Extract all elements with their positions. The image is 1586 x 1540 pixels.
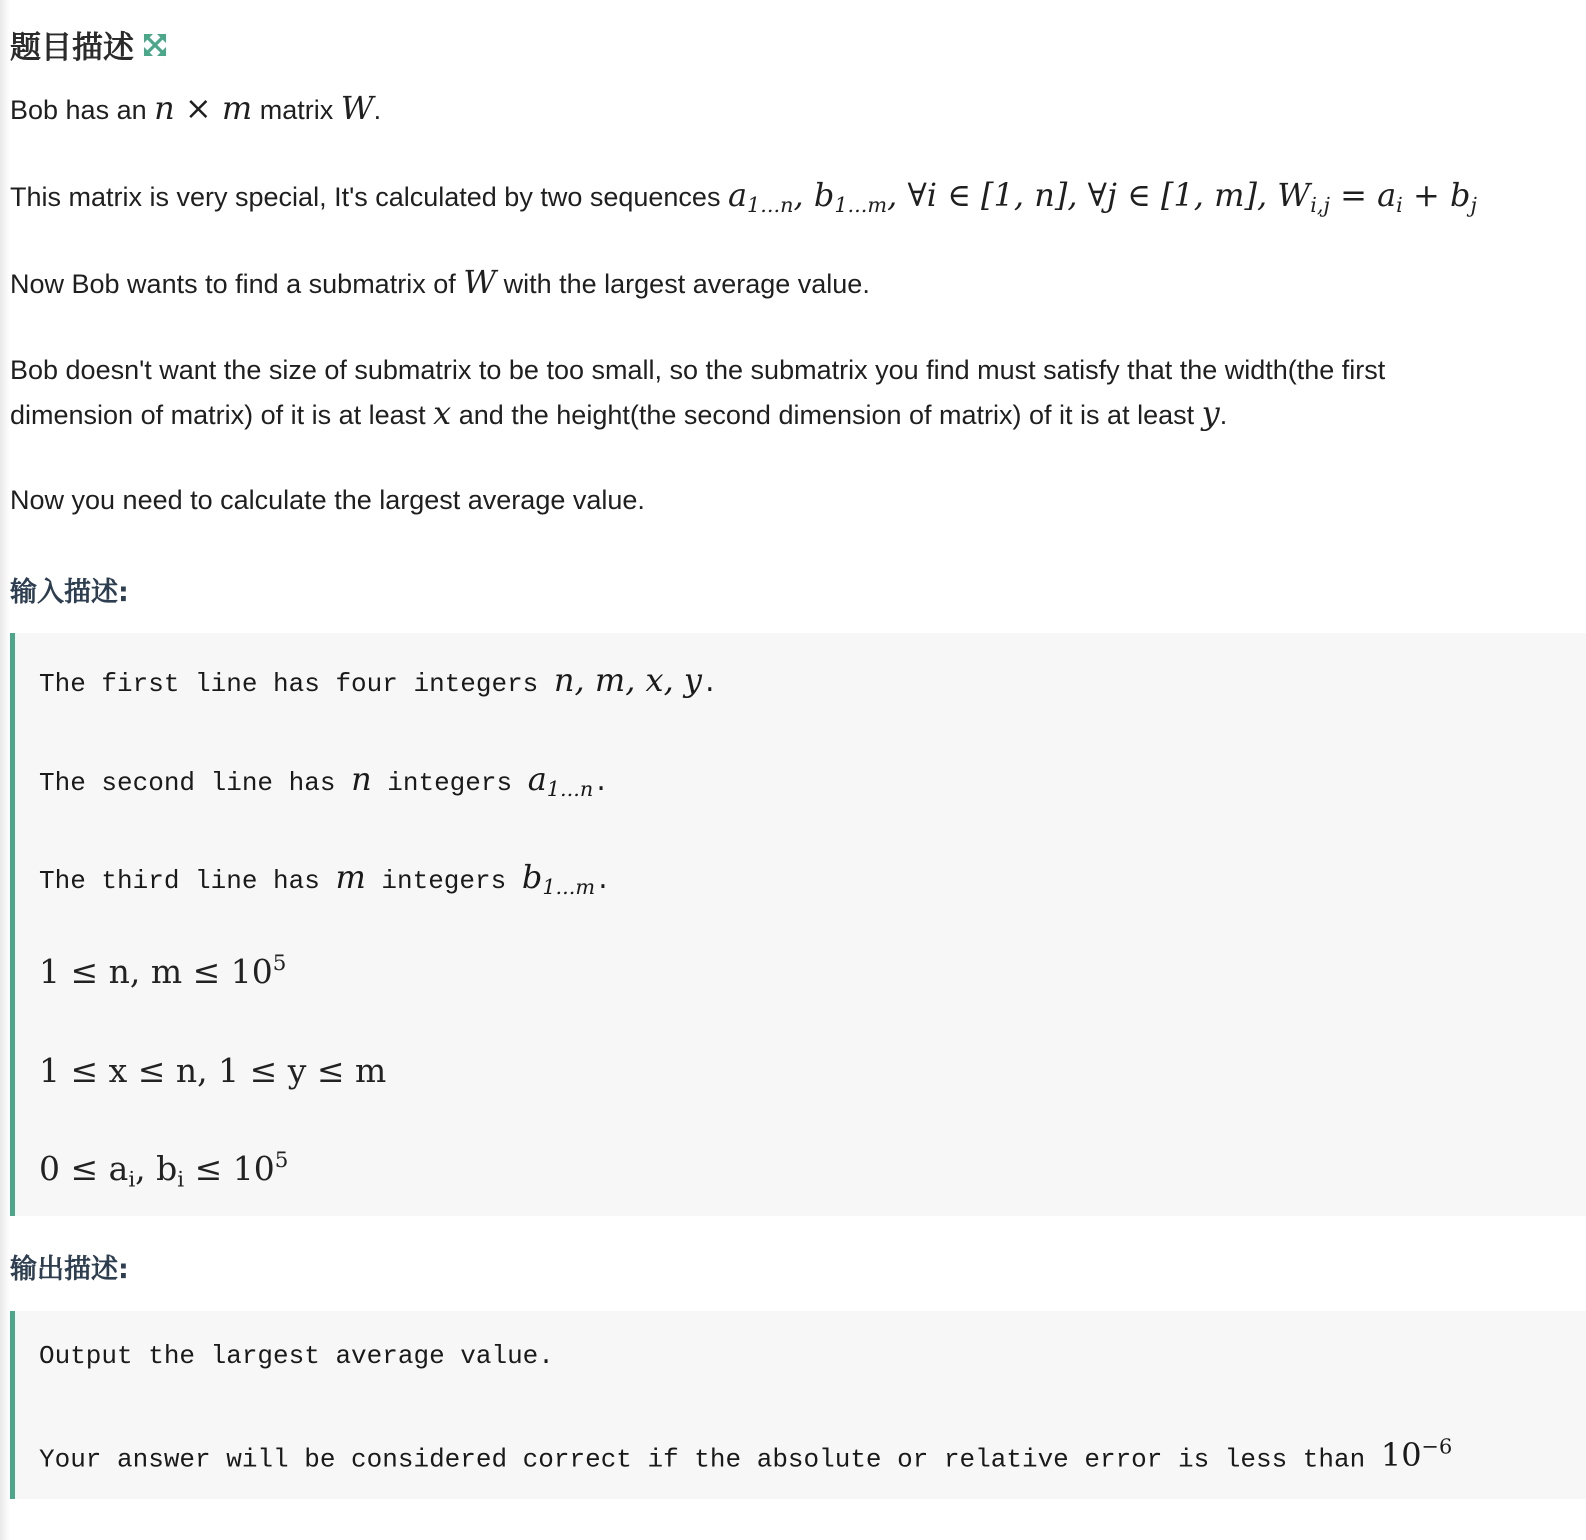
in-l2-a-base: a	[527, 760, 547, 798]
p3-pre: Now Bob wants to find a submatrix of	[10, 269, 464, 299]
paragraph-3	[10, 260, 870, 306]
output-section-label: 输出描述:	[10, 1254, 129, 1285]
in-l3-sub: 1...m	[542, 875, 596, 900]
f-sub3: i,j	[1310, 193, 1330, 218]
in-l3-end: .	[595, 866, 611, 896]
p4-end: .	[1219, 400, 1228, 430]
paragraph-4-line-2	[10, 391, 1227, 437]
p5-text: Now you need to calculate the largest average value.	[10, 485, 645, 515]
in-l2-text: The second line has	[39, 768, 352, 798]
output-line-2	[39, 1435, 1452, 1474]
paragraph-2	[10, 173, 1477, 227]
input-line-3	[39, 858, 611, 899]
in-l3-b-base: b	[521, 858, 543, 896]
c1-exp: 5	[272, 951, 287, 976]
f-sub2: 1...m	[834, 193, 888, 218]
c3-a: 0 ≤ a	[39, 1148, 129, 1188]
c3-exp: 5	[274, 1148, 289, 1173]
c3-b: , b	[135, 1148, 178, 1188]
p2-text: This matrix is very special, It's calculated by two sequences	[10, 182, 728, 212]
f-sub5: j	[1470, 193, 1477, 218]
left-edge-shade	[0, 0, 10, 1540]
p3-post: with the largest average value.	[496, 269, 870, 299]
paragraph-4-line-1	[10, 348, 1385, 392]
in-l2-n: n	[351, 760, 372, 798]
in-l2-end: .	[593, 768, 609, 798]
page-title	[10, 22, 168, 67]
c1-base: 1 ≤ n, m ≤ 10	[39, 951, 273, 991]
out-l2-text: Your answer will be considered correct if the absolute or relative error is less than	[39, 1444, 1381, 1475]
f-sub1: 1...n	[747, 193, 794, 218]
out-l1-text: Output the largest average value.	[39, 1341, 554, 1371]
output-description-block	[10, 1311, 1586, 1499]
in-l2-mid: integers	[371, 768, 528, 798]
f-b: , b	[793, 176, 835, 214]
expand-icon[interactable]	[142, 32, 168, 58]
p4-pre: dimension of matrix) of it is at least	[10, 400, 434, 430]
in-l3-m: m	[335, 858, 366, 896]
output-line-1	[39, 1341, 554, 1371]
title-text: 题目描述	[10, 30, 134, 66]
input-section-label: 输入描述:	[10, 577, 129, 608]
math-m: m	[221, 89, 253, 127]
c3-sub1: i	[128, 1167, 136, 1193]
f-sub4: i	[1396, 193, 1403, 218]
out-l2-base: 10	[1380, 1436, 1422, 1475]
p2-formula	[727, 176, 1477, 218]
math-times: ×	[174, 89, 222, 127]
math-y: y	[1201, 394, 1220, 432]
in-l2-sub: 1...n	[546, 777, 594, 802]
p1-mid: matrix	[252, 95, 341, 125]
c3-sub2: i	[177, 1167, 185, 1193]
in-l3-mid: integers	[365, 866, 522, 896]
p4-line1: Bob doesn't want the size of submatrix to be too small, so the submatrix you find must satisfy that the width(the first	[10, 355, 1386, 385]
in-l2-a	[527, 760, 594, 802]
out-l2-exp: −6	[1421, 1435, 1453, 1459]
input-line-1	[39, 661, 718, 699]
math-n: n	[154, 89, 175, 127]
f-rest1: , ∀i ∈ [1, n], ∀j ∈ [1, m], W	[887, 176, 1311, 214]
p1-text: Bob has an	[10, 95, 155, 125]
math-W: W	[340, 89, 374, 127]
constraint-3	[39, 1148, 288, 1192]
out-l2-math	[1381, 1436, 1452, 1474]
paragraph-5	[10, 478, 645, 522]
input-line-2	[39, 760, 609, 801]
in-l1-math: n, m, x, y	[553, 661, 702, 699]
math-x: x	[433, 394, 452, 432]
p4-mid: and the height(the second dimension of matrix) of it is at least	[451, 400, 1202, 430]
f-rest2: = a	[1329, 176, 1397, 214]
p1-end: .	[373, 95, 382, 125]
in-l3-b	[521, 858, 596, 900]
paragraph-1	[10, 86, 381, 132]
f-rest3: + b	[1402, 176, 1471, 214]
constraint-1	[39, 951, 286, 991]
constraint-2	[39, 1051, 386, 1090]
input-description-block	[10, 633, 1586, 1216]
c3-c: ≤ 10	[184, 1148, 275, 1188]
f-a: a	[727, 176, 748, 214]
in-l1-end: .	[702, 669, 718, 699]
math-W: W	[463, 263, 497, 301]
in-l1-text: The first line has four integers	[39, 669, 554, 699]
c2-text: 1 ≤ x ≤ n, 1 ≤ y ≤ m	[39, 1051, 387, 1090]
in-l3-text: The third line has	[39, 866, 336, 896]
